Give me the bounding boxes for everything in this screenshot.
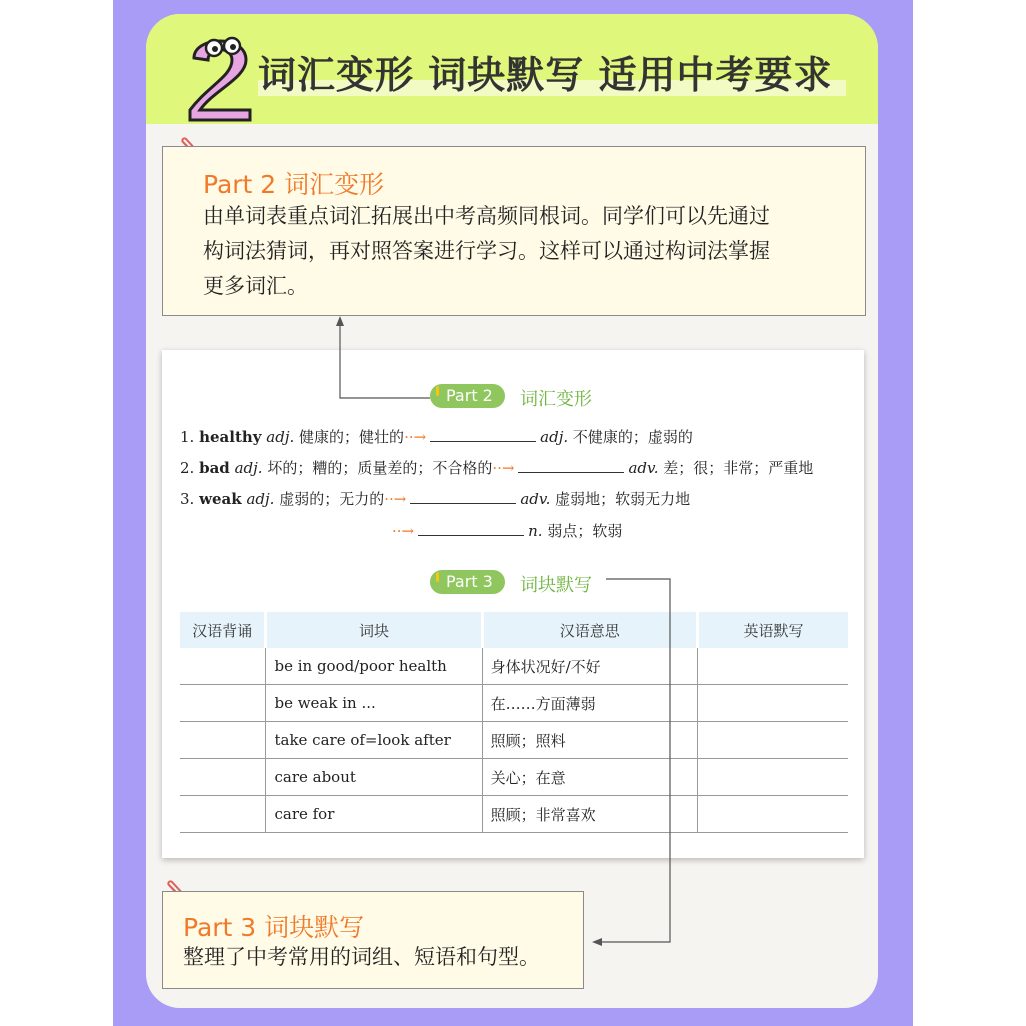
dictation-cell[interactable] — [697, 796, 848, 833]
header-banner — [146, 14, 878, 124]
vocab-item-2: 2. bad adj. 坏的；糟的；质量差的；不合格的··→ adv. 差；很；非常；严重地 — [180, 459, 814, 477]
recite-cell — [180, 685, 266, 722]
dictation-cell[interactable] — [697, 685, 848, 722]
column-header: 汉语意思 — [482, 612, 697, 648]
table-row — [180, 685, 848, 722]
part2-box-line: 更多词汇。 — [203, 274, 308, 298]
phrase-cell: take care of=look after — [266, 722, 482, 759]
meaning-cell: 照顾；照料 — [482, 722, 697, 759]
phrase-cell: be weak in ... — [266, 685, 482, 722]
dictation-cell[interactable] — [697, 759, 848, 796]
table-row — [180, 722, 848, 759]
table-row — [180, 796, 848, 833]
part2-section-title: 词汇变形 — [520, 389, 592, 410]
dictation-cell[interactable] — [697, 648, 848, 685]
meaning-cell: 身体状况好/不好 — [482, 648, 697, 685]
vocab-item-1: 1. healthy adj. 健康的；健壮的··→ adj. 不健康的；虚弱的 — [180, 428, 693, 446]
number-two-mascot-icon — [184, 28, 256, 124]
recite-cell — [180, 796, 266, 833]
recite-cell — [180, 722, 266, 759]
header-title: 词汇变形 词块默写 适用中考要求 — [258, 53, 833, 97]
recite-cell — [180, 648, 266, 685]
worksheet-page — [162, 350, 864, 858]
phrase-table — [180, 612, 848, 833]
answer-blank[interactable] — [418, 521, 524, 536]
part3-tag: Part 3 — [430, 570, 505, 594]
part2-box-title: Part 2 词汇变形 — [203, 170, 385, 199]
column-header: 汉语背诵 — [180, 612, 266, 648]
dictation-cell[interactable] — [697, 722, 848, 759]
column-header: 英语默写 — [697, 612, 848, 648]
part3-description-box — [162, 891, 584, 989]
part2-box-line: 由单词表重点词汇拓展出中考高频同根词。同学们可以先通过 — [203, 204, 770, 228]
answer-blank[interactable] — [430, 427, 536, 442]
recite-cell — [180, 759, 266, 796]
part2-box-line: 构词法猜词，再对照答案进行学习。这样可以通过构词法掌握 — [203, 239, 770, 263]
part3-section-title: 词块默写 — [520, 575, 592, 596]
vocab-item-3b: ··→ n. 弱点；软弱 — [392, 522, 623, 540]
vocab-item-3: 3. weak adj. 虚弱的；无力的··→ adv. 虚弱地；软弱无力地 — [180, 490, 691, 508]
part3-box-title: Part 3 词块默写 — [183, 913, 365, 942]
meaning-cell: 在……方面薄弱 — [482, 685, 697, 722]
meaning-cell: 关心；在意 — [482, 759, 697, 796]
part2-box-body — [203, 199, 770, 304]
part2-description-box — [162, 146, 866, 316]
table-header-row — [180, 612, 848, 648]
answer-blank[interactable] — [518, 458, 624, 473]
column-header: 词块 — [266, 612, 482, 648]
part3-box-body: 整理了中考常用的词组、短语和句型。 — [183, 945, 540, 969]
phrase-cell: be in good/poor health — [266, 648, 482, 685]
answer-blank[interactable] — [410, 489, 516, 504]
phrase-cell: care about — [266, 759, 482, 796]
part2-tag: Part 2 — [430, 384, 505, 408]
table-row — [180, 759, 848, 796]
meaning-cell: 照顾；非常喜欢 — [482, 796, 697, 833]
table-row — [180, 648, 848, 685]
phrase-cell: care for — [266, 796, 482, 833]
